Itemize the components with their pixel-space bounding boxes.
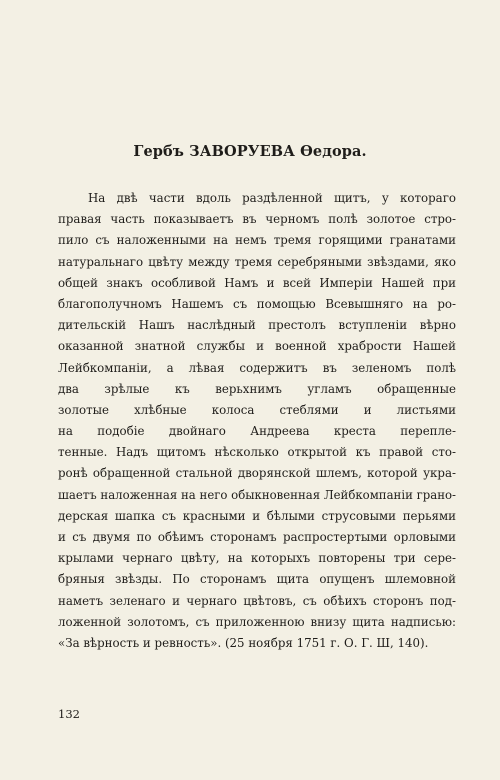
text-line: бряныя звѣзды. По сторонамъ щита опущенъ шлемовной (58, 572, 456, 587)
text-line: правая часть показываетъ въ черномъ полѣ золотое стро- (58, 212, 456, 227)
page-number: 132 (58, 707, 80, 721)
text-line: дительскій Нашъ наслѣдный престолъ вступленіи вѣрно (58, 318, 456, 333)
text-line: дерская шапка съ красными и бѣлыми струсовыми перьями (58, 508, 456, 523)
text-line: золотые хлѣбные колоса стеблями и листьями (58, 402, 456, 417)
text-line: общей знакъ особливой Намъ и всей Имперіи Нашей при (58, 275, 456, 290)
text-line: крылами чернаго цвѣту, на которыхъ повторены три сере- (58, 551, 456, 566)
text-line: благополучномъ Нашемъ съ помощью Всевышняго на ро- (58, 296, 456, 311)
text-line: «За вѣрность и ревность». (25 ноября 1751 г. О. Г. Ш, 140). (58, 635, 429, 650)
text-line: натуральнаго цвѣту между тремя серебряными звѣздами, яко (58, 254, 456, 269)
text-line: два зрѣлые къ верьхнимъ угламъ обращенные (58, 381, 456, 396)
text-line: на подобіе двойнаго Андреева креста перепле- (58, 424, 456, 439)
text-line: ронѣ обращенной стальной дворянской шлемъ, которой укра- (58, 466, 456, 481)
text-line: тенные. Надъ щитомъ нѣсколько открытой къ правой сто- (58, 445, 456, 460)
text-line: и съ двумя по обѣимъ сторонамъ распростертыми орловыми (58, 530, 456, 544)
body-text (58, 188, 456, 654)
text-line: Лейбкомпаніи, а лѣвая содержитъ въ зеленомъ полѣ (58, 360, 456, 375)
page-title: Гербъ ЗАВОРУЕВА Өедора. (133, 143, 367, 160)
text-line: шаетъ наложенная на него обыкновенная Лейбкомпаніи грано- (58, 487, 456, 502)
text-line: На двѣ части вдоль раздѣленной щитъ, у котораго (88, 191, 456, 205)
text-line: ложенной золотомъ, съ приложенною внизу щита надписью: (58, 614, 456, 629)
text-line: наметъ зеленаго и чернаго цвѣтовъ, съ обѣихъ сторонъ под- (58, 593, 456, 608)
text-line: оказанной знатной службы и военной храбрости Нашей (58, 339, 456, 354)
text-line: пило съ наложенными на немъ тремя горящими гранатами (58, 233, 456, 248)
